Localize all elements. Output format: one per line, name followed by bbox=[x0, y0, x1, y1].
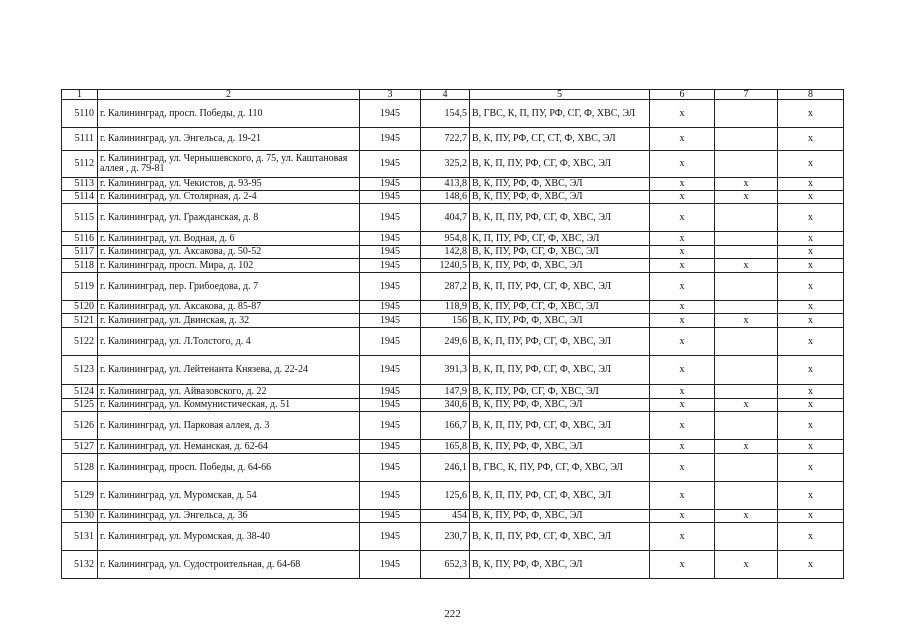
cell-area: 148,6 bbox=[421, 191, 470, 204]
header-col-2: 2 bbox=[98, 90, 360, 100]
cell-mark-6: х bbox=[650, 246, 715, 259]
cell-mark-8: х bbox=[778, 100, 844, 128]
cell-address: г. Калининград, ул. Неманская, д. 62-64 bbox=[98, 440, 360, 454]
header-row bbox=[62, 90, 844, 100]
cell-mark-6: х bbox=[650, 510, 715, 523]
cell-address: г. Калининград, ул. Энгельса, д. 19-21 bbox=[98, 128, 360, 151]
cell-area: 652,3 bbox=[421, 551, 470, 579]
cell-year: 1945 bbox=[360, 412, 421, 440]
cell-mark-7: х bbox=[715, 191, 778, 204]
cell-mark-8: х bbox=[778, 482, 844, 510]
cell-mark-7: х bbox=[715, 259, 778, 273]
cell-year: 1945 bbox=[360, 178, 421, 191]
cell-row-id: 5115 bbox=[62, 204, 98, 232]
cell-year: 1945 bbox=[360, 510, 421, 523]
cell-mark-7 bbox=[715, 482, 778, 510]
header-col-1: 1 bbox=[62, 90, 98, 100]
cell-row-id: 5129 bbox=[62, 482, 98, 510]
cell-row-id: 5118 bbox=[62, 259, 98, 273]
cell-area: 165,8 bbox=[421, 440, 470, 454]
cell-mark-8: х bbox=[778, 273, 844, 301]
cell-address: г. Калининград, просп. Победы, д. 110 bbox=[98, 100, 360, 128]
cell-mark-6: х bbox=[650, 128, 715, 151]
cell-mark-7 bbox=[715, 356, 778, 385]
table-row bbox=[62, 100, 844, 128]
cell-address: г. Калининград, ул. Парковая аллея, д. 3 bbox=[98, 412, 360, 440]
cell-mark-7 bbox=[715, 301, 778, 314]
table-row bbox=[62, 204, 844, 232]
cell-year: 1945 bbox=[360, 551, 421, 579]
cell-mark-7: х bbox=[715, 551, 778, 579]
cell-services: В, К, ПУ, РФ, Ф, ХВС, ЭЛ bbox=[470, 314, 650, 328]
cell-year: 1945 bbox=[360, 273, 421, 301]
cell-mark-7 bbox=[715, 454, 778, 482]
cell-year: 1945 bbox=[360, 523, 421, 551]
cell-services: В, К, П, ПУ, РФ, СГ, Ф, ХВС, ЭЛ bbox=[470, 412, 650, 440]
cell-mark-8: х bbox=[778, 151, 844, 178]
cell-services: В, К, П, ПУ, РФ, СГ, Ф, ХВС, ЭЛ bbox=[470, 356, 650, 385]
cell-address: г. Калининград, ул. Двинская, д. 32 bbox=[98, 314, 360, 328]
cell-year: 1945 bbox=[360, 246, 421, 259]
header-col-7: 7 bbox=[715, 90, 778, 100]
cell-mark-8: х bbox=[778, 399, 844, 412]
cell-mark-6: х bbox=[650, 328, 715, 356]
cell-address: г. Калининград, ул. Коммунистическая, д. 51 bbox=[98, 399, 360, 412]
table-row bbox=[62, 551, 844, 579]
cell-mark-7 bbox=[715, 100, 778, 128]
cell-area: 246,1 bbox=[421, 454, 470, 482]
cell-row-id: 5116 bbox=[62, 232, 98, 246]
cell-mark-7 bbox=[715, 246, 778, 259]
cell-address: г. Калининград, ул. Судостроительная, д. 64-68 bbox=[98, 551, 360, 579]
cell-mark-6: х bbox=[650, 314, 715, 328]
cell-services: В, К, ПУ, РФ, Ф, ХВС, ЭЛ bbox=[470, 178, 650, 191]
cell-row-id: 5126 bbox=[62, 412, 98, 440]
table-row bbox=[62, 482, 844, 510]
header-col-5: 5 bbox=[470, 90, 650, 100]
cell-mark-6: х bbox=[650, 259, 715, 273]
cell-area: 154,5 bbox=[421, 100, 470, 128]
cell-mark-8: х bbox=[778, 551, 844, 579]
cell-area: 147,9 bbox=[421, 385, 470, 399]
cell-mark-8: х bbox=[778, 246, 844, 259]
table-row bbox=[62, 178, 844, 191]
table-row bbox=[62, 151, 844, 178]
cell-row-id: 5127 bbox=[62, 440, 98, 454]
cell-year: 1945 bbox=[360, 191, 421, 204]
cell-row-id: 5131 bbox=[62, 523, 98, 551]
table-row bbox=[62, 454, 844, 482]
cell-mark-8: х bbox=[778, 178, 844, 191]
cell-year: 1945 bbox=[360, 151, 421, 178]
cell-area: 454 bbox=[421, 510, 470, 523]
table-row bbox=[62, 273, 844, 301]
cell-mark-7 bbox=[715, 151, 778, 178]
cell-mark-8: х bbox=[778, 523, 844, 551]
cell-year: 1945 bbox=[360, 100, 421, 128]
cell-address: г. Калининград, ул. Муромская, д. 54 bbox=[98, 482, 360, 510]
cell-mark-7: х bbox=[715, 510, 778, 523]
table-row bbox=[62, 399, 844, 412]
cell-year: 1945 bbox=[360, 128, 421, 151]
cell-area: 118,9 bbox=[421, 301, 470, 314]
table-row bbox=[62, 523, 844, 551]
cell-area: 230,7 bbox=[421, 523, 470, 551]
cell-services: В, К, ПУ, РФ, Ф, ХВС, ЭЛ bbox=[470, 440, 650, 454]
cell-mark-8: х bbox=[778, 510, 844, 523]
cell-area: 249,6 bbox=[421, 328, 470, 356]
cell-mark-7 bbox=[715, 385, 778, 399]
cell-address: г. Калининград, ул. Муромская, д. 38-40 bbox=[98, 523, 360, 551]
cell-year: 1945 bbox=[360, 301, 421, 314]
table-row bbox=[62, 191, 844, 204]
cell-address: г. Калининград, ул. Аксакова, д. 50-52 bbox=[98, 246, 360, 259]
cell-services: В, К, ПУ, РФ, Ф, ХВС, ЭЛ bbox=[470, 551, 650, 579]
cell-mark-8: х bbox=[778, 328, 844, 356]
table-row bbox=[62, 385, 844, 399]
table-row bbox=[62, 128, 844, 151]
cell-services: В, К, П, ПУ, РФ, СГ, Ф, ХВС, ЭЛ bbox=[470, 523, 650, 551]
cell-row-id: 5121 bbox=[62, 314, 98, 328]
cell-area: 722,7 bbox=[421, 128, 470, 151]
cell-area: 391,3 bbox=[421, 356, 470, 385]
table-row bbox=[62, 440, 844, 454]
header-col-6: 6 bbox=[650, 90, 715, 100]
cell-mark-8: х bbox=[778, 128, 844, 151]
table-row bbox=[62, 232, 844, 246]
header-col-8: 8 bbox=[778, 90, 844, 100]
cell-services: В, ГВС, К, П, ПУ, РФ, СГ, Ф, ХВС, ЭЛ bbox=[470, 100, 650, 128]
cell-area: 1240,5 bbox=[421, 259, 470, 273]
page-number: 222 bbox=[444, 608, 461, 620]
table-row bbox=[62, 412, 844, 440]
cell-area: 413,8 bbox=[421, 178, 470, 191]
table-row bbox=[62, 259, 844, 273]
cell-mark-7 bbox=[715, 273, 778, 301]
cell-row-id: 5120 bbox=[62, 301, 98, 314]
cell-services: В, К, П, ПУ, РФ, СГ, Ф, ХВС, ЭЛ bbox=[470, 482, 650, 510]
cell-row-id: 5124 bbox=[62, 385, 98, 399]
cell-services: В, К, ПУ, РФ, Ф, ХВС, ЭЛ bbox=[470, 259, 650, 273]
table-body bbox=[62, 100, 844, 579]
cell-row-id: 5128 bbox=[62, 454, 98, 482]
cell-row-id: 5114 bbox=[62, 191, 98, 204]
cell-services: В, К, ПУ, РФ, Ф, ХВС, ЭЛ bbox=[470, 399, 650, 412]
cell-mark-6: х bbox=[650, 273, 715, 301]
cell-area: 954,8 bbox=[421, 232, 470, 246]
cell-year: 1945 bbox=[360, 356, 421, 385]
cell-services: В, К, ПУ, РФ, СГ, Ф, ХВС, ЭЛ bbox=[470, 385, 650, 399]
cell-year: 1945 bbox=[360, 259, 421, 273]
cell-mark-7 bbox=[715, 523, 778, 551]
table-row bbox=[62, 356, 844, 385]
cell-mark-6: х bbox=[650, 385, 715, 399]
cell-mark-6: х bbox=[650, 412, 715, 440]
cell-row-id: 5110 bbox=[62, 100, 98, 128]
cell-address: г. Калининград, ул. Чернышевского, д. 75, ул. Каштановая аллея , д. 79-81 bbox=[98, 151, 360, 178]
cell-address: г. Калининград, ул. Л.Толстого, д. 4 bbox=[98, 328, 360, 356]
cell-row-id: 5123 bbox=[62, 356, 98, 385]
table-row bbox=[62, 314, 844, 328]
cell-area: 142,8 bbox=[421, 246, 470, 259]
cell-mark-7: х bbox=[715, 440, 778, 454]
cell-address: г. Калининград, ул. Айвазовского, д. 22 bbox=[98, 385, 360, 399]
cell-year: 1945 bbox=[360, 232, 421, 246]
cell-mark-6: х bbox=[650, 191, 715, 204]
cell-area: 287,2 bbox=[421, 273, 470, 301]
cell-mark-7 bbox=[715, 128, 778, 151]
cell-mark-8: х bbox=[778, 314, 844, 328]
cell-address: г. Калининград, ул. Лейтенанта Князева, д. 22-24 bbox=[98, 356, 360, 385]
cell-mark-6: х bbox=[650, 301, 715, 314]
cell-services: В, К, П, ПУ, РФ, СГ, Ф, ХВС, ЭЛ bbox=[470, 273, 650, 301]
cell-mark-6: х bbox=[650, 204, 715, 232]
cell-row-id: 5130 bbox=[62, 510, 98, 523]
cell-row-id: 5132 bbox=[62, 551, 98, 579]
cell-row-id: 5119 bbox=[62, 273, 98, 301]
cell-address: г. Калининград, ул. Гражданская, д. 8 bbox=[98, 204, 360, 232]
cell-services: К, П, ПУ, РФ, СГ, Ф, ХВС, ЭЛ bbox=[470, 232, 650, 246]
cell-mark-8: х bbox=[778, 191, 844, 204]
cell-address: г. Калининград, ул. Водная, д. 6 bbox=[98, 232, 360, 246]
cell-services: В, К, ПУ, РФ, Ф, ХВС, ЭЛ bbox=[470, 191, 650, 204]
cell-mark-8: х bbox=[778, 412, 844, 440]
cell-mark-6: х bbox=[650, 399, 715, 412]
cell-mark-6: х bbox=[650, 178, 715, 191]
table-row bbox=[62, 510, 844, 523]
cell-year: 1945 bbox=[360, 399, 421, 412]
cell-mark-8: х bbox=[778, 440, 844, 454]
cell-area: 125,6 bbox=[421, 482, 470, 510]
cell-area: 156 bbox=[421, 314, 470, 328]
cell-mark-7 bbox=[715, 328, 778, 356]
cell-services: В, К, ПУ, РФ, Ф, ХВС, ЭЛ bbox=[470, 510, 650, 523]
cell-year: 1945 bbox=[360, 204, 421, 232]
cell-address: г. Калининград, пер. Грибоедова, д. 7 bbox=[98, 273, 360, 301]
table-row bbox=[62, 301, 844, 314]
cell-row-id: 5125 bbox=[62, 399, 98, 412]
table-row bbox=[62, 328, 844, 356]
cell-mark-7: х bbox=[715, 314, 778, 328]
cell-row-id: 5122 bbox=[62, 328, 98, 356]
cell-mark-8: х bbox=[778, 259, 844, 273]
cell-mark-6: х bbox=[650, 454, 715, 482]
cell-address: г. Калининград, просп. Победы, д. 64-66 bbox=[98, 454, 360, 482]
cell-services: В, К, ПУ, РФ, СГ, СТ, Ф, ХВС, ЭЛ bbox=[470, 128, 650, 151]
cell-services: В, К, П, ПУ, РФ, СГ, Ф, ХВС, ЭЛ bbox=[470, 328, 650, 356]
cell-mark-6: х bbox=[650, 232, 715, 246]
cell-year: 1945 bbox=[360, 454, 421, 482]
cell-area: 166,7 bbox=[421, 412, 470, 440]
cell-mark-7 bbox=[715, 204, 778, 232]
cell-mark-6: х bbox=[650, 100, 715, 128]
cell-mark-7: х bbox=[715, 178, 778, 191]
cell-services: В, К, П, ПУ, РФ, СГ, Ф, ХВС, ЭЛ bbox=[470, 204, 650, 232]
cell-address: г. Калининград, ул. Энгельса, д. 36 bbox=[98, 510, 360, 523]
cell-mark-6: х bbox=[650, 523, 715, 551]
cell-mark-6: х bbox=[650, 482, 715, 510]
cell-row-id: 5112 bbox=[62, 151, 98, 178]
cell-area: 404,7 bbox=[421, 204, 470, 232]
cell-mark-8: х bbox=[778, 356, 844, 385]
cell-mark-6: х bbox=[650, 356, 715, 385]
cell-year: 1945 bbox=[360, 440, 421, 454]
cell-address: г. Калининград, ул. Аксакова, д. 85-87 bbox=[98, 301, 360, 314]
cell-services: В, К, ПУ, РФ, СГ, Ф, ХВС, ЭЛ bbox=[470, 246, 650, 259]
cell-mark-7 bbox=[715, 412, 778, 440]
cell-mark-7 bbox=[715, 232, 778, 246]
cell-area: 340,6 bbox=[421, 399, 470, 412]
cell-services: В, К, П, ПУ, РФ, СГ, Ф, ХВС, ЭЛ bbox=[470, 151, 650, 178]
cell-mark-8: х bbox=[778, 204, 844, 232]
cell-row-id: 5117 bbox=[62, 246, 98, 259]
table-row bbox=[62, 246, 844, 259]
cell-row-id: 5113 bbox=[62, 178, 98, 191]
cell-mark-8: х bbox=[778, 454, 844, 482]
cell-services: В, К, ПУ, РФ, СГ, Ф, ХВС, ЭЛ bbox=[470, 301, 650, 314]
cell-year: 1945 bbox=[360, 482, 421, 510]
cell-mark-8: х bbox=[778, 232, 844, 246]
cell-mark-6: х bbox=[650, 440, 715, 454]
cell-mark-7: х bbox=[715, 399, 778, 412]
cell-address: г. Калининград, ул. Столярная, д. 2-4 bbox=[98, 191, 360, 204]
cell-area: 325,2 bbox=[421, 151, 470, 178]
housing-register-table bbox=[61, 89, 844, 579]
cell-year: 1945 bbox=[360, 385, 421, 399]
cell-mark-8: х bbox=[778, 385, 844, 399]
cell-year: 1945 bbox=[360, 328, 421, 356]
cell-row-id: 5111 bbox=[62, 128, 98, 151]
cell-mark-6: х bbox=[650, 151, 715, 178]
cell-mark-6: х bbox=[650, 551, 715, 579]
cell-address: г. Калининград, ул. Чекистов, д. 93-95 bbox=[98, 178, 360, 191]
cell-address: г. Калининград, просп. Мира, д. 102 bbox=[98, 259, 360, 273]
cell-services: В, ГВС, К, ПУ, РФ, СГ, Ф, ХВС, ЭЛ bbox=[470, 454, 650, 482]
header-col-3: 3 bbox=[360, 90, 421, 100]
cell-mark-8: х bbox=[778, 301, 844, 314]
cell-year: 1945 bbox=[360, 314, 421, 328]
header-col-4: 4 bbox=[421, 90, 470, 100]
